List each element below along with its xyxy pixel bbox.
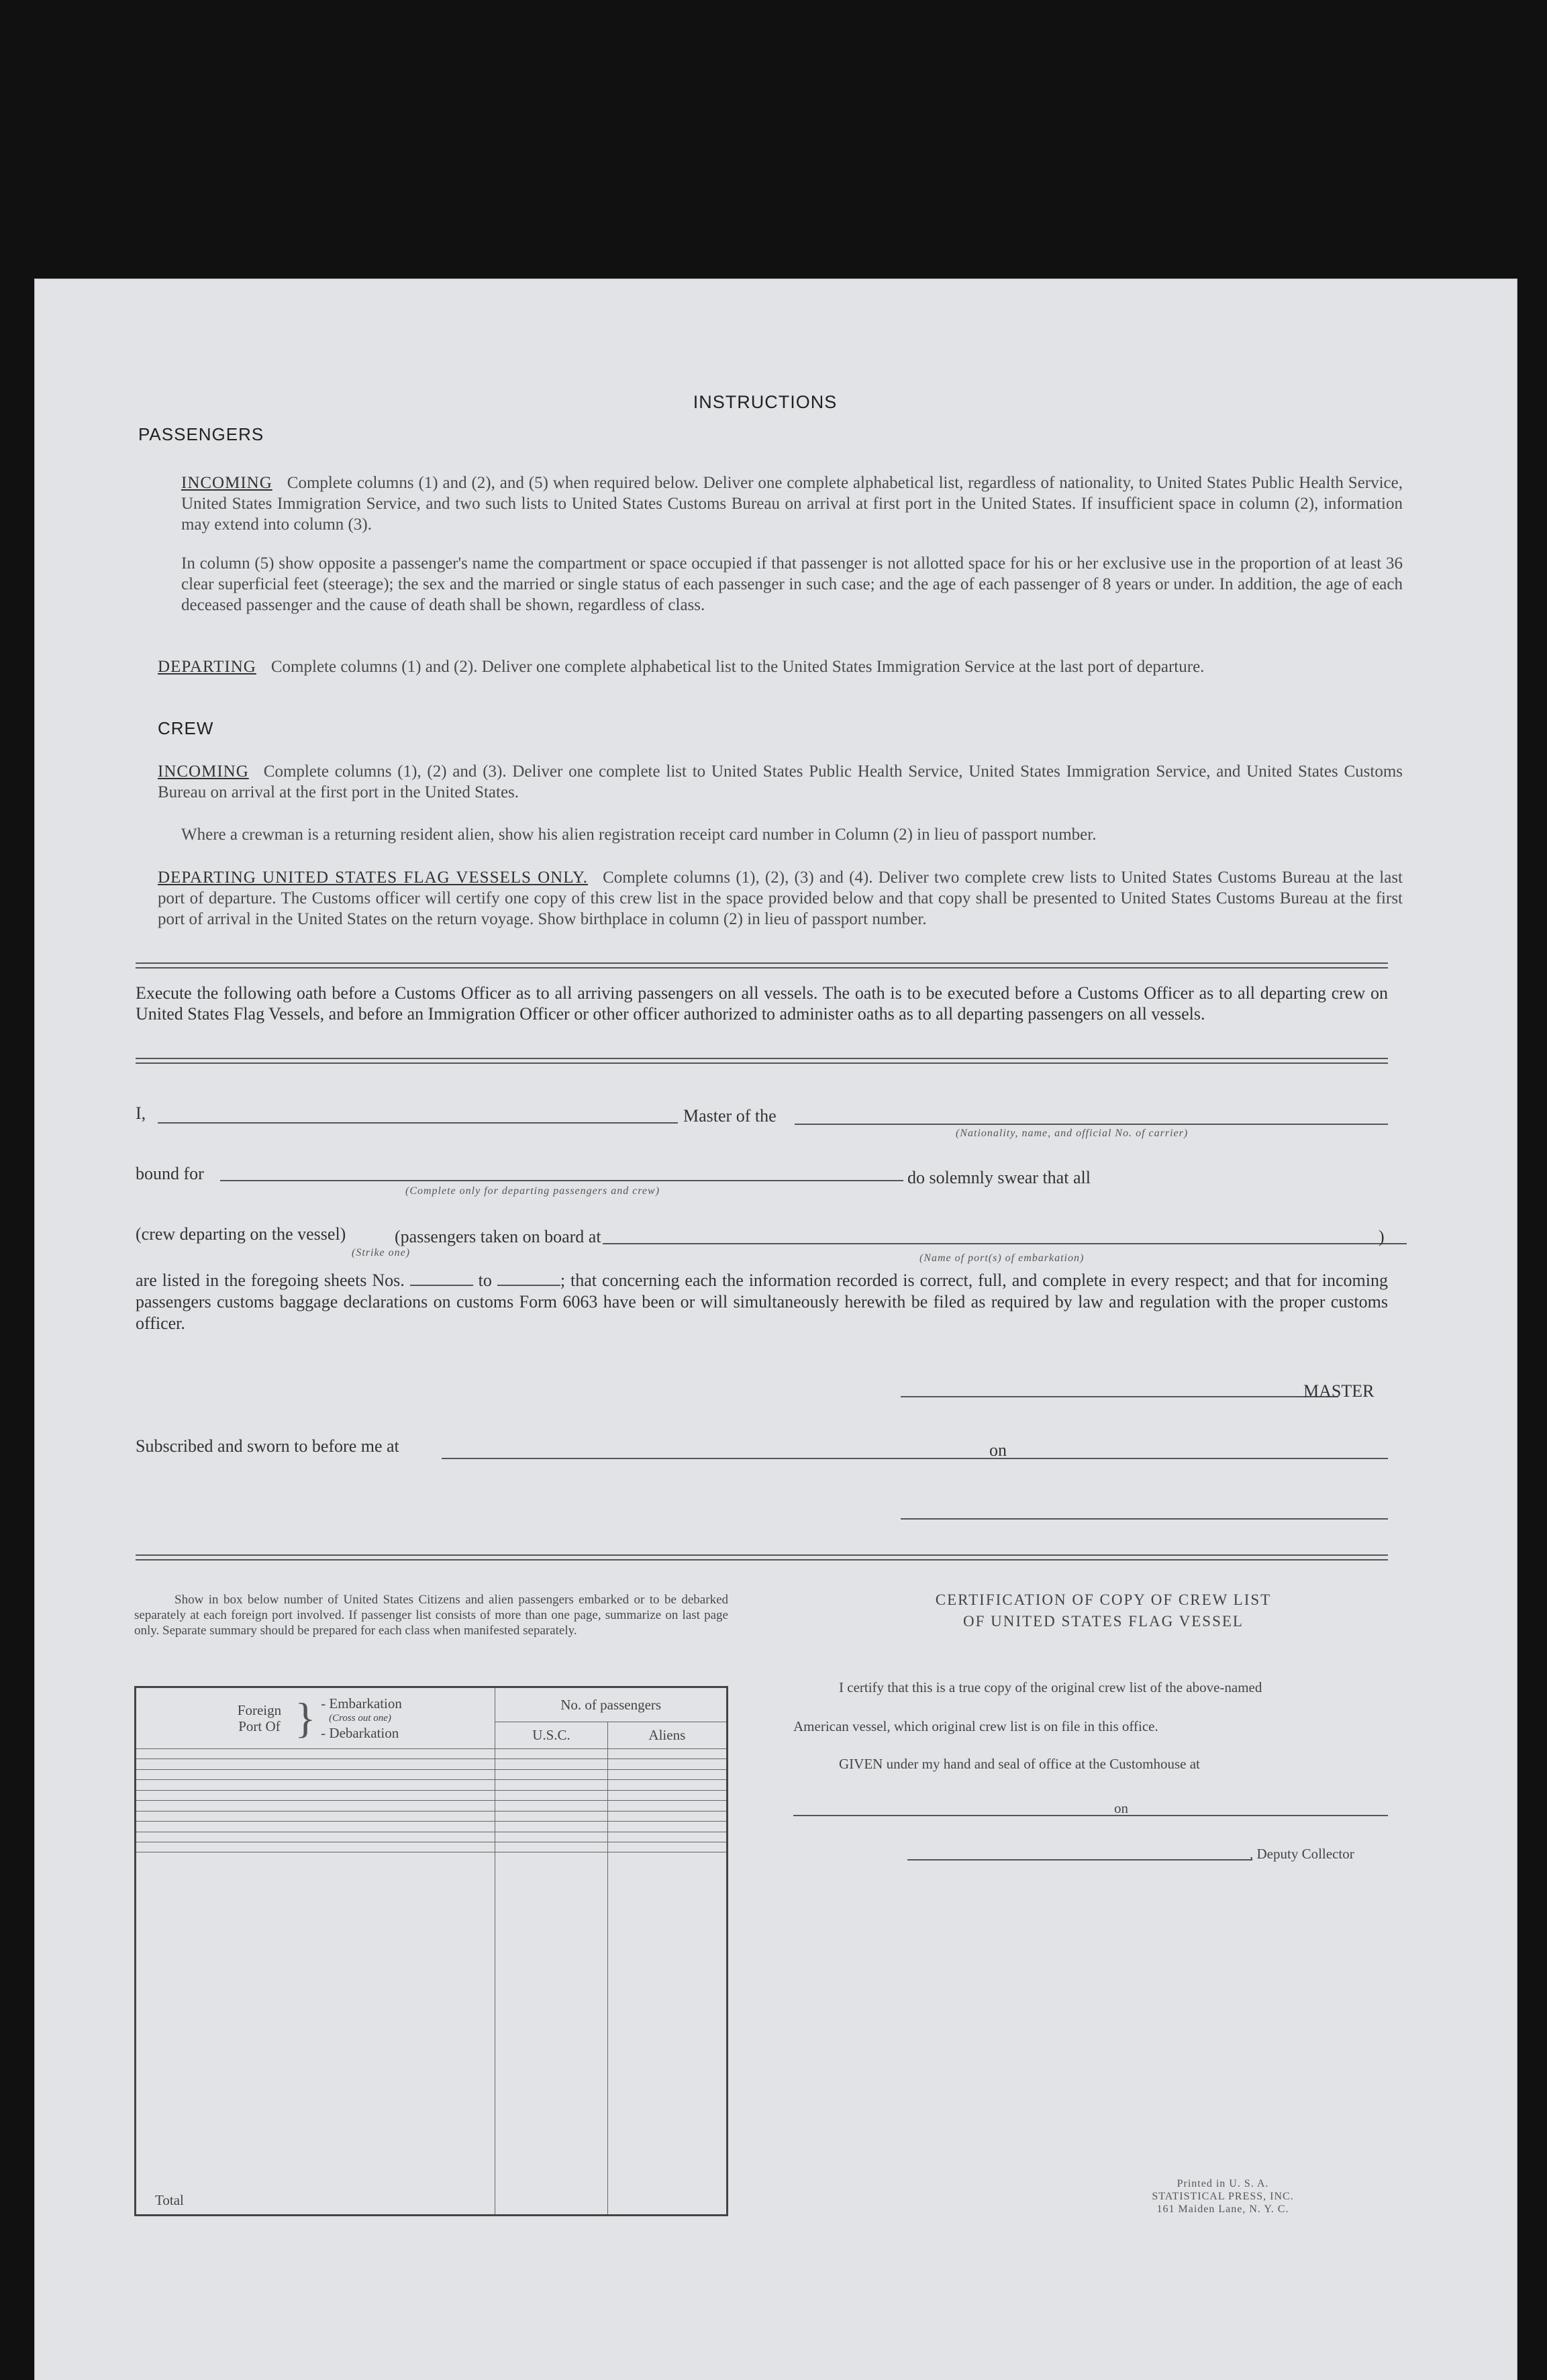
listed-prefix: are listed in the foregoing sheets Nos.: [136, 1271, 405, 1290]
passenger-summary-table: [134, 1686, 728, 2216]
passengers-departing-text: Complete columns (1) and (2). Deliver one complete alphabetical list to the United States Immigration Service at the last port of departure.: [270, 658, 1205, 676]
total-label: Total: [136, 1852, 495, 2216]
swear-label: do solemnly swear that all: [907, 1168, 1091, 1187]
port-cell[interactable]: [136, 1842, 495, 1852]
no-of-passengers-header: No. of passengers: [495, 1687, 728, 1722]
sworn-at-field[interactable]: [442, 1458, 1023, 1459]
aliens-cell[interactable]: [607, 1842, 727, 1852]
debarkation-label: - Debarkation: [321, 1725, 399, 1741]
to-label: to: [478, 1271, 492, 1290]
usc-cell[interactable]: [495, 1769, 607, 1779]
usc-cell[interactable]: [495, 1801, 607, 1811]
crew-incoming-text: Complete columns (1), (2) and (3). Deliver one complete list to United States Public Health Service, United States Immigration Service, and United States Customs Bureau on arrival at the first port in the United States.: [158, 762, 1403, 801]
port-cell[interactable]: [136, 1749, 495, 1759]
aliens-cell[interactable]: [607, 1811, 727, 1821]
aliens-cell[interactable]: [607, 1749, 727, 1759]
cross-out-caption: (Cross out one): [329, 1713, 391, 1724]
passengers-incoming-paragraph: [181, 473, 1403, 535]
port-cell[interactable]: [136, 1811, 495, 1821]
customhouse-field[interactable]: [793, 1815, 1148, 1816]
printer-line2: STATISTICAL PRESS, INC.: [1152, 2191, 1294, 2202]
sheet-to-field[interactable]: [497, 1285, 560, 1286]
printer-line3: 161 Maiden Lane, N. Y. C.: [1156, 2203, 1289, 2215]
passengers-heading: PASSENGERS: [138, 424, 264, 444]
port-cell[interactable]: [136, 1832, 495, 1842]
certification-title-line2: OF UNITED STATES FLAG VESSEL: [963, 1613, 1244, 1630]
instructions-title: INSTRUCTIONS: [693, 392, 838, 412]
certification-title: [828, 1589, 1379, 1632]
aliens-cell[interactable]: [607, 1822, 727, 1832]
passengers-departing-label: DEPARTING: [158, 658, 256, 676]
usc-cell[interactable]: [495, 1749, 607, 1759]
port-cell[interactable]: [136, 1790, 495, 1800]
given-text: GIVEN under my hand and seal of office at the Customhouse at: [839, 1756, 1200, 1772]
passengers-incoming-text: Complete columns (1) and (2), and (5) when required below. Deliver one complete alphabetical list, regardless of nationality, to United States Public Health Service, United States Immigration Service, and two such lists to United States Customs Bureau on arrival at first port in the United States. If insufficient space in column (2), information may extend into column (3).: [181, 474, 1403, 534]
embarkation-ports-field[interactable]: [603, 1243, 1407, 1244]
certification-title-line1: CERTIFICATION OF COPY OF CREW LIST: [935, 1591, 1272, 1608]
cert-date-field[interactable]: [1136, 1815, 1388, 1816]
ports-caption: (Name of port(s) of embarkation): [919, 1252, 1085, 1264]
port-cell[interactable]: [136, 1759, 495, 1769]
divider-double: [136, 1554, 1388, 1560]
usc-cell[interactable]: [495, 1759, 607, 1769]
aliens-total-cell[interactable]: [607, 1852, 727, 2216]
usc-cell[interactable]: [495, 1832, 607, 1842]
printer-line1: Printed in U. S. A.: [1177, 2178, 1269, 2189]
foreign-port-header: [136, 1687, 495, 1749]
divider-double: [136, 1058, 1388, 1064]
oath-i-label: I,: [136, 1103, 146, 1123]
printer-imprint: [1122, 2177, 1324, 2216]
usc-cell[interactable]: [495, 1790, 607, 1800]
port-cell[interactable]: [136, 1801, 495, 1811]
passengers-column5-paragraph: In column (5) show opposite a passenger's name the compartment or space occupied if that passenger is not allotted space for his or her exclusive use in the proportion of at least 36 clear superficial feet (steerage); the sex and the married or single status of each passenger in such case; and the age of each passenger of 8 years or under. In addition, the age of each deceased passenger and the cause of death shall be shown, regardless of class.: [181, 554, 1403, 614]
certify-text-2: American vessel, which original crew list is on file in this office.: [793, 1718, 1158, 1734]
certify-text-1: I certify that this is a true copy of the original crew list of the above-named: [839, 1679, 1262, 1695]
port-cell[interactable]: [136, 1769, 495, 1779]
form-sheet: [35, 279, 1517, 2380]
summary-note: Show in box below number of United States Citizens and alien passengers embarked or to be debarked separately at each foreign port involved. If passenger list consists of more than one page, summarize on last page only. Separate summary should be prepared for each class when manifested separately.: [134, 1593, 728, 1638]
bound-for-field[interactable]: [220, 1180, 903, 1181]
foreign-port-label: Foreign Port Of: [237, 1702, 282, 1734]
usc-cell[interactable]: [495, 1780, 607, 1790]
usc-cell[interactable]: [495, 1842, 607, 1852]
aliens-cell[interactable]: [607, 1769, 727, 1779]
sheet-from-field[interactable]: [410, 1285, 473, 1286]
cert-on-label: on: [1114, 1800, 1128, 1816]
divider-double: [136, 962, 1388, 969]
master-name-field[interactable]: [158, 1122, 678, 1124]
aliens-cell[interactable]: [607, 1790, 727, 1800]
usc-total-cell[interactable]: [495, 1852, 607, 2216]
aliens-cell[interactable]: [607, 1832, 727, 1842]
carrier-field[interactable]: [795, 1124, 1388, 1125]
oath-listed-paragraph: [136, 1270, 1388, 1334]
sworn-date-field[interactable]: [1009, 1458, 1388, 1459]
subscribed-label: Subscribed and sworn to before me at: [136, 1436, 399, 1456]
master-label: MASTER: [1303, 1381, 1375, 1401]
bound-for-label: bound for: [136, 1164, 204, 1183]
aliens-cell[interactable]: [607, 1801, 727, 1811]
bound-caption: (Complete only for departing passengers and crew): [405, 1185, 660, 1197]
crew-departing-paragraph: [158, 867, 1403, 930]
passengers-incoming-label: INCOMING: [181, 474, 272, 492]
oath-execute-paragraph: Execute the following oath before a Customs Officer as to all arriving passengers on all vessels. The oath is to be executed before a Customs Officer as to all departing crew on United States Flag Vessels, and before an Immigration Officer or other officer authorized to administer oaths as to all departing passengers on all vessels.: [136, 983, 1388, 1024]
usc-cell[interactable]: [495, 1822, 607, 1832]
port-cell[interactable]: [136, 1780, 495, 1790]
deputy-signature-field[interactable]: [907, 1859, 1252, 1861]
passengers-departing-paragraph: [158, 656, 1403, 677]
crew-incoming-label: INCOMING: [158, 762, 249, 781]
nationality-caption: (Nationality, name, and official No. of carrier): [956, 1128, 1189, 1139]
deputy-collector-label: , Deputy Collector: [1250, 1846, 1354, 1862]
crew-departing-text: Complete columns (1), (2), (3) and (4). Deliver two complete crew lists to United States Customs Bureau at the last port of departure. The Customs officer will certify one copy of this crew list in the space provided below and that copy shall be presented to United States Customs Bureau at the first port of arrival in the United States on the return voyage. Show birthplace in column (2) in lieu of passport number.: [158, 869, 1403, 928]
passengers-taken-option: (passengers taken on board at: [395, 1227, 601, 1246]
master-of-label: Master of the: [683, 1106, 777, 1126]
usc-cell[interactable]: [495, 1811, 607, 1821]
close-paren: ): [1379, 1227, 1385, 1246]
aliens-header: Aliens: [607, 1722, 727, 1749]
crew-departing-label: DEPARTING UNITED STATES FLAG VESSELS ONLY.: [158, 869, 589, 887]
crew-resident-paragraph: Where a crewman is a returning resident alien, show his alien registration receipt card number in Column (2) in lieu of passport number.: [181, 826, 1097, 844]
strike-caption: (Strike one): [352, 1247, 411, 1258]
aliens-cell[interactable]: [607, 1759, 727, 1769]
listed-text: ; that concerning each the information recorded is correct, full, and complete in every respect; and that for incoming passengers customs baggage declarations on customs Form 6063 have been or will simultaneously herewith be filed as required by law and regulation with the proper customs officer.: [136, 1271, 1389, 1333]
sworn-on-label: on: [989, 1440, 1007, 1460]
brace-icon: }: [295, 1694, 316, 1742]
aliens-cell[interactable]: [607, 1780, 727, 1790]
crew-departing-option: (crew departing on the vessel): [136, 1224, 346, 1244]
master-signature-field[interactable]: [901, 1396, 1338, 1397]
crew-heading: CREW: [158, 718, 214, 738]
officer-signature-field[interactable]: [901, 1518, 1388, 1520]
crew-incoming-paragraph: [158, 761, 1403, 803]
embarkation-label: - Embarkation: [321, 1695, 402, 1712]
port-cell[interactable]: [136, 1822, 495, 1832]
usc-header: U.S.C.: [495, 1722, 607, 1749]
